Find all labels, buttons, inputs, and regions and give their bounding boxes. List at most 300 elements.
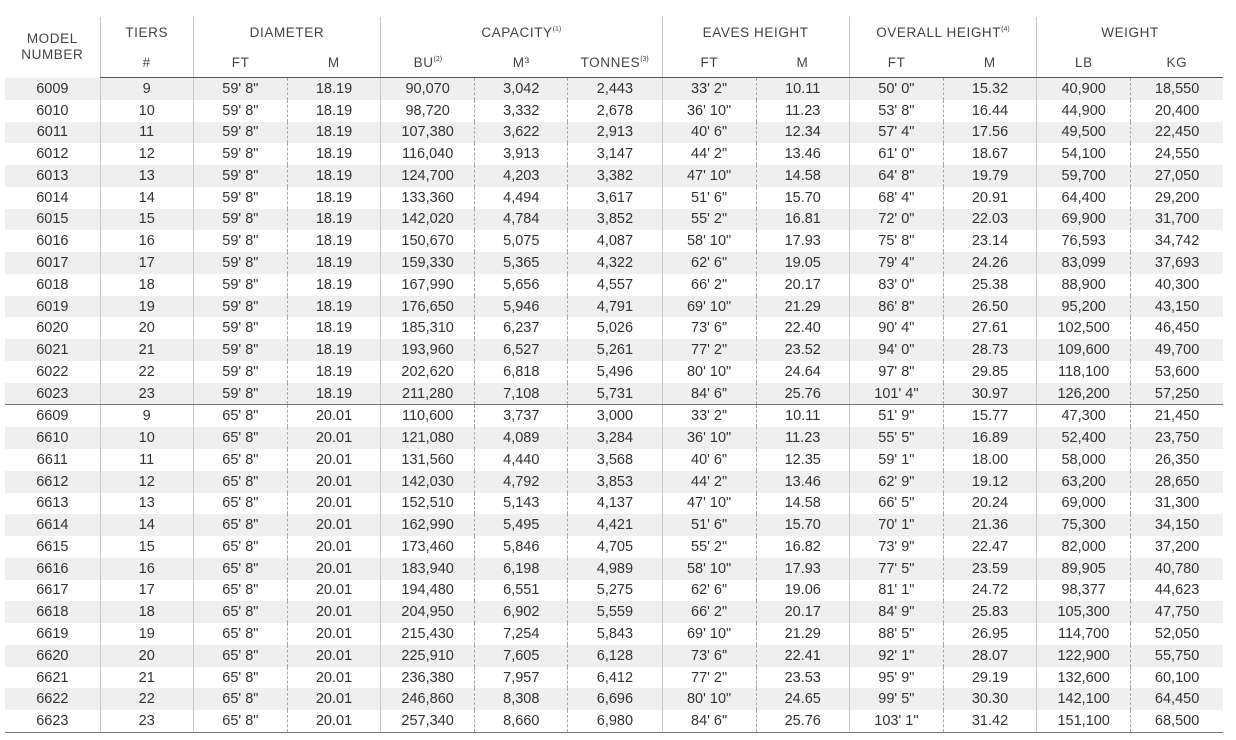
cell-weight-kg: 26,350 bbox=[1131, 449, 1223, 471]
cell-overall-ft: 62' 9" bbox=[849, 471, 943, 493]
header-overall-label: OVERALL HEIGHT bbox=[876, 24, 1002, 40]
cell-weight-kg: 22,450 bbox=[1131, 122, 1223, 144]
cell-model-number: 6020 bbox=[36, 320, 69, 337]
cell-weight-lb: 47,300 bbox=[1037, 405, 1131, 427]
cell-weight-lb: 88,900 bbox=[1037, 274, 1131, 296]
cell-tiers: 16 bbox=[100, 558, 193, 580]
cell-diameter-m: 20.01 bbox=[287, 601, 380, 623]
cell-tiers: 10 bbox=[100, 427, 193, 449]
cell-overall-ft: 57' 4" bbox=[849, 122, 943, 144]
cell-capacity-m3: 4,440 bbox=[475, 449, 568, 471]
cell-eaves-m: 21.29 bbox=[756, 623, 849, 645]
cell-diameter-ft: 65' 8" bbox=[193, 667, 287, 689]
cell-diameter-m: 20.01 bbox=[287, 667, 380, 689]
cell-eaves-ft: 40' 6" bbox=[662, 449, 756, 471]
cell-model-number: 6011 bbox=[5, 122, 100, 144]
cell-diameter-ft: 65' 8" bbox=[193, 405, 287, 427]
cell-weight-kg: 37,200 bbox=[1131, 536, 1223, 558]
cell-overall-m: 24.26 bbox=[943, 252, 1036, 274]
cell-capacity-tonnes: 5,261 bbox=[568, 339, 662, 361]
table-row bbox=[5, 209, 1223, 231]
cell-eaves-m: 13.46 bbox=[756, 143, 849, 165]
cell-model-number: 6610 bbox=[5, 427, 100, 449]
cell-eaves-ft: 51' 6" bbox=[662, 514, 756, 536]
cell-weight-kg: 64,450 bbox=[1131, 688, 1223, 710]
cell-tiers: 15 bbox=[100, 536, 193, 558]
cell-weight-kg: 55,750 bbox=[1131, 645, 1223, 667]
cell-overall-ft: 72' 0" bbox=[849, 209, 943, 231]
cell-weight-kg: 49,700 bbox=[1131, 339, 1223, 361]
cell-capacity-tonnes: 3,852 bbox=[568, 209, 662, 231]
cell-overall-ft: 61' 0" bbox=[849, 143, 943, 165]
cell-overall-ft: 68' 4" bbox=[849, 187, 943, 209]
cell-eaves-ft: 84' 6" bbox=[662, 383, 756, 405]
cell-overall-m: 19.79 bbox=[943, 165, 1036, 187]
cell-model-number: 6021 bbox=[5, 339, 100, 361]
cell-capacity-tonnes: 2,913 bbox=[568, 122, 662, 144]
cell-weight-lb: 98,377 bbox=[1037, 580, 1131, 602]
subheader-tonnes-note: (3) bbox=[640, 55, 649, 63]
cell-model-number: 6621 bbox=[36, 669, 69, 686]
cell-eaves-m: 25.76 bbox=[756, 710, 849, 732]
cell-diameter-ft: 65' 8" bbox=[193, 645, 287, 667]
cell-capacity-m3: 8,308 bbox=[475, 688, 568, 710]
cell-capacity-bu: 159,330 bbox=[381, 252, 475, 274]
cell-weight-lb: 63,200 bbox=[1037, 471, 1131, 493]
cell-capacity-tonnes: 3,147 bbox=[568, 143, 662, 165]
cell-capacity-tonnes: 4,421 bbox=[568, 514, 662, 536]
cell-capacity-m3: 6,527 bbox=[475, 339, 568, 361]
cell-diameter-ft: 59' 8" bbox=[193, 252, 287, 274]
cell-eaves-m: 21.29 bbox=[756, 296, 849, 318]
cell-capacity-m3: 6,818 bbox=[475, 361, 568, 383]
cell-overall-ft: 75' 8" bbox=[849, 230, 943, 252]
cell-capacity-tonnes: 4,989 bbox=[568, 558, 662, 580]
spec-table bbox=[5, 17, 1223, 733]
cell-overall-m: 20.91 bbox=[943, 187, 1036, 209]
cell-capacity-m3: 6,551 bbox=[475, 580, 568, 602]
cell-overall-m: 30.30 bbox=[943, 688, 1036, 710]
cell-weight-kg: 27,050 bbox=[1131, 165, 1223, 187]
cell-eaves-ft: 58' 10" bbox=[662, 558, 756, 580]
cell-weight-kg: 31,300 bbox=[1131, 493, 1223, 515]
table-row bbox=[5, 471, 1223, 493]
cell-eaves-m: 24.65 bbox=[756, 688, 849, 710]
table-row bbox=[5, 667, 1223, 689]
cell-overall-ft: 83' 0" bbox=[849, 274, 943, 296]
cell-eaves-m: 15.70 bbox=[756, 187, 849, 209]
subheader-capacity-m3: M³ bbox=[475, 47, 568, 78]
cell-capacity-tonnes: 3,617 bbox=[568, 187, 662, 209]
cell-eaves-ft: 44' 2" bbox=[662, 143, 756, 165]
cell-model-number: 6016 bbox=[36, 233, 69, 250]
subheader-tonnes-label: TONNES bbox=[580, 54, 641, 70]
cell-capacity-tonnes: 3,568 bbox=[568, 449, 662, 471]
cell-tiers: 21 bbox=[100, 667, 193, 689]
cell-eaves-ft: 73' 6" bbox=[662, 317, 756, 339]
cell-model-number: 6013 bbox=[5, 165, 100, 187]
cell-capacity-tonnes: 6,412 bbox=[568, 667, 662, 689]
cell-diameter-m: 20.01 bbox=[287, 580, 380, 602]
cell-capacity-tonnes: 5,026 bbox=[568, 317, 662, 339]
header-model-line2: NUMBER bbox=[21, 47, 84, 63]
cell-overall-ft: 92' 1" bbox=[849, 645, 943, 667]
cell-capacity-tonnes: 4,137 bbox=[568, 493, 662, 515]
cell-eaves-ft: 40' 6" bbox=[662, 122, 756, 144]
header-overall-note: (4) bbox=[1001, 25, 1010, 33]
cell-diameter-m: 20.01 bbox=[287, 536, 380, 558]
cell-model-number: 6012 bbox=[36, 146, 69, 163]
cell-overall-ft: 95' 9" bbox=[849, 667, 943, 689]
cell-diameter-ft: 59' 8" bbox=[193, 361, 287, 383]
cell-eaves-m: 19.05 bbox=[756, 252, 849, 274]
cell-capacity-tonnes: 5,843 bbox=[568, 623, 662, 645]
cell-weight-lb: 54,100 bbox=[1037, 143, 1131, 165]
cell-diameter-ft: 59' 8" bbox=[193, 209, 287, 231]
cell-tiers: 22 bbox=[100, 688, 193, 710]
cell-diameter-ft: 59' 8" bbox=[193, 274, 287, 296]
cell-model-number: 6613 bbox=[36, 495, 69, 512]
cell-capacity-m3: 4,784 bbox=[475, 209, 568, 231]
cell-overall-ft: 79' 4" bbox=[849, 252, 943, 274]
cell-diameter-m: 18.19 bbox=[287, 361, 380, 383]
cell-capacity-bu: 236,380 bbox=[381, 667, 475, 689]
cell-diameter-m: 18.19 bbox=[287, 78, 380, 100]
cell-capacity-bu: 131,560 bbox=[381, 449, 475, 471]
cell-diameter-ft: 59' 8" bbox=[193, 143, 287, 165]
table-row bbox=[5, 623, 1223, 645]
cell-diameter-ft: 65' 8" bbox=[193, 449, 287, 471]
cell-capacity-bu: 246,860 bbox=[381, 688, 475, 710]
cell-weight-kg: 37,693 bbox=[1131, 252, 1223, 274]
cell-eaves-m: 19.06 bbox=[756, 580, 849, 602]
cell-capacity-m3: 5,656 bbox=[475, 274, 568, 296]
cell-capacity-m3: 4,792 bbox=[475, 471, 568, 493]
cell-capacity-bu: 202,620 bbox=[381, 361, 475, 383]
cell-tiers: 14 bbox=[100, 514, 193, 536]
cell-diameter-ft: 59' 8" bbox=[193, 78, 287, 100]
cell-overall-ft: 97' 8" bbox=[849, 361, 943, 383]
cell-diameter-ft: 65' 8" bbox=[193, 536, 287, 558]
cell-eaves-ft: 69' 10" bbox=[662, 623, 756, 645]
cell-model-number: 6618 bbox=[5, 601, 100, 623]
cell-overall-m: 29.19 bbox=[943, 667, 1036, 689]
cell-weight-lb: 69,000 bbox=[1037, 493, 1131, 515]
cell-weight-lb: 75,300 bbox=[1037, 514, 1131, 536]
cell-diameter-ft: 65' 8" bbox=[193, 514, 287, 536]
table-row bbox=[5, 710, 1223, 732]
cell-capacity-m3: 3,042 bbox=[475, 78, 568, 100]
subheader-eaves-m: M bbox=[756, 47, 849, 78]
cell-diameter-m: 20.01 bbox=[287, 471, 380, 493]
cell-eaves-m: 13.46 bbox=[756, 471, 849, 493]
cell-capacity-bu: 152,510 bbox=[381, 493, 475, 515]
cell-eaves-ft: 58' 10" bbox=[662, 230, 756, 252]
cell-weight-lb: 114,700 bbox=[1037, 623, 1131, 645]
cell-capacity-tonnes: 6,980 bbox=[568, 710, 662, 732]
cell-weight-kg: 44,623 bbox=[1131, 580, 1223, 602]
cell-eaves-ft: 80' 10" bbox=[662, 688, 756, 710]
table-row bbox=[5, 230, 1223, 252]
cell-overall-ft: 86' 8" bbox=[849, 296, 943, 318]
cell-capacity-bu: 121,080 bbox=[381, 427, 475, 449]
cell-tiers: 13 bbox=[100, 493, 193, 515]
header-overall-height bbox=[849, 17, 1036, 47]
cell-capacity-bu: 173,460 bbox=[381, 536, 475, 558]
cell-capacity-bu: 215,430 bbox=[381, 623, 475, 645]
cell-weight-lb: 105,300 bbox=[1037, 601, 1131, 623]
cell-capacity-tonnes: 3,000 bbox=[568, 405, 662, 427]
cell-overall-m: 18.67 bbox=[943, 143, 1036, 165]
cell-weight-lb: 49,500 bbox=[1037, 122, 1131, 144]
cell-weight-kg: 34,150 bbox=[1131, 514, 1223, 536]
cell-tiers: 20 bbox=[100, 645, 193, 667]
subheader-overall-m: M bbox=[943, 47, 1036, 78]
cell-model-number: 6614 bbox=[5, 514, 100, 536]
cell-capacity-tonnes: 5,731 bbox=[568, 383, 662, 405]
cell-tiers: 22 bbox=[100, 361, 193, 383]
cell-capacity-m3: 3,332 bbox=[475, 100, 568, 122]
table-row bbox=[5, 383, 1223, 405]
cell-eaves-ft: 55' 2" bbox=[662, 209, 756, 231]
cell-eaves-m: 23.53 bbox=[756, 667, 849, 689]
cell-diameter-ft: 59' 8" bbox=[193, 100, 287, 122]
cell-capacity-tonnes: 2,678 bbox=[568, 100, 662, 122]
header-diameter: DIAMETER bbox=[193, 17, 380, 47]
cell-diameter-m: 18.19 bbox=[287, 252, 380, 274]
cell-capacity-m3: 3,622 bbox=[475, 122, 568, 144]
cell-weight-kg: 20,400 bbox=[1131, 100, 1223, 122]
cell-eaves-m: 16.82 bbox=[756, 536, 849, 558]
cell-eaves-ft: 33' 2" bbox=[662, 78, 756, 100]
cell-capacity-m3: 3,913 bbox=[475, 143, 568, 165]
cell-overall-m: 20.24 bbox=[943, 493, 1036, 515]
cell-capacity-tonnes: 5,275 bbox=[568, 580, 662, 602]
cell-overall-m: 24.72 bbox=[943, 580, 1036, 602]
subheader-weight-lb: LB bbox=[1037, 47, 1131, 78]
cell-eaves-ft: 36' 10" bbox=[662, 427, 756, 449]
cell-weight-lb: 151,100 bbox=[1037, 710, 1131, 732]
cell-tiers: 9 bbox=[100, 405, 193, 427]
cell-eaves-m: 12.35 bbox=[756, 449, 849, 471]
cell-diameter-m: 18.19 bbox=[287, 383, 380, 405]
cell-weight-lb: 109,600 bbox=[1037, 339, 1131, 361]
cell-overall-m: 25.38 bbox=[943, 274, 1036, 296]
cell-eaves-ft: 69' 10" bbox=[662, 296, 756, 318]
cell-capacity-tonnes: 4,705 bbox=[568, 536, 662, 558]
cell-eaves-ft: 47' 10" bbox=[662, 493, 756, 515]
table-row bbox=[5, 78, 1223, 100]
cell-model-number: 6010 bbox=[36, 102, 69, 119]
cell-diameter-m: 18.19 bbox=[287, 165, 380, 187]
cell-diameter-ft: 65' 8" bbox=[193, 601, 287, 623]
cell-overall-ft: 53' 8" bbox=[849, 100, 943, 122]
cell-eaves-m: 24.64 bbox=[756, 361, 849, 383]
cell-tiers: 16 bbox=[100, 230, 193, 252]
cell-diameter-ft: 59' 8" bbox=[193, 296, 287, 318]
cell-weight-kg: 28,650 bbox=[1131, 471, 1223, 493]
cell-overall-m: 25.83 bbox=[943, 601, 1036, 623]
cell-overall-ft: 66' 5" bbox=[849, 493, 943, 515]
cell-diameter-m: 18.19 bbox=[287, 187, 380, 209]
cell-capacity-m3: 7,605 bbox=[475, 645, 568, 667]
cell-eaves-ft: 33' 2" bbox=[662, 405, 756, 427]
cell-weight-kg: 34,742 bbox=[1131, 230, 1223, 252]
cell-overall-m: 28.07 bbox=[943, 645, 1036, 667]
cell-model-number: 6615 bbox=[36, 538, 69, 555]
cell-capacity-bu: 142,030 bbox=[381, 471, 475, 493]
cell-model-number: 6619 bbox=[36, 626, 69, 643]
cell-eaves-m: 23.52 bbox=[756, 339, 849, 361]
cell-model-number: 6609 bbox=[36, 408, 69, 425]
cell-weight-kg: 40,780 bbox=[1131, 558, 1223, 580]
cell-model-number: 6612 bbox=[5, 471, 100, 493]
table-row bbox=[5, 558, 1223, 580]
cell-overall-m: 21.36 bbox=[943, 514, 1036, 536]
cell-diameter-m: 18.19 bbox=[287, 230, 380, 252]
cell-model-number: 6620 bbox=[5, 645, 100, 667]
table-row bbox=[5, 645, 1223, 667]
cell-weight-kg: 68,500 bbox=[1131, 710, 1223, 732]
cell-tiers: 14 bbox=[100, 187, 193, 209]
header-capacity-label: CAPACITY bbox=[481, 24, 553, 40]
cell-model-number: 6617 bbox=[36, 582, 69, 599]
cell-overall-ft: 50' 0" bbox=[849, 78, 943, 100]
cell-diameter-m: 20.01 bbox=[287, 514, 380, 536]
cell-weight-lb: 126,200 bbox=[1037, 383, 1131, 405]
table-row bbox=[5, 165, 1223, 187]
cell-tiers: 19 bbox=[100, 623, 193, 645]
cell-capacity-bu: 124,700 bbox=[381, 165, 475, 187]
table-row bbox=[5, 536, 1223, 558]
cell-diameter-m: 20.01 bbox=[287, 645, 380, 667]
cell-weight-lb: 132,600 bbox=[1037, 667, 1131, 689]
cell-eaves-m: 14.58 bbox=[756, 493, 849, 515]
cell-capacity-m3: 6,902 bbox=[475, 601, 568, 623]
cell-capacity-m3: 3,737 bbox=[475, 405, 568, 427]
cell-capacity-m3: 6,198 bbox=[475, 558, 568, 580]
cell-weight-lb: 118,100 bbox=[1037, 361, 1131, 383]
cell-capacity-tonnes: 4,087 bbox=[568, 230, 662, 252]
cell-model-number: 6014 bbox=[36, 189, 69, 206]
cell-diameter-m: 20.01 bbox=[287, 449, 380, 471]
subheader-diameter-ft: FT bbox=[193, 47, 287, 78]
cell-weight-kg: 43,150 bbox=[1131, 296, 1223, 318]
cell-eaves-ft: 51' 6" bbox=[662, 187, 756, 209]
table-row bbox=[5, 274, 1223, 296]
header-eaves-height: EAVES HEIGHT bbox=[662, 17, 849, 47]
header-weight: WEIGHT bbox=[1037, 17, 1223, 47]
cell-capacity-m3: 5,143 bbox=[475, 493, 568, 515]
header-capacity-note: (1) bbox=[552, 25, 562, 33]
subheader-capacity-bu bbox=[381, 47, 475, 78]
cell-capacity-m3: 7,957 bbox=[475, 667, 568, 689]
cell-capacity-bu: 257,340 bbox=[381, 710, 475, 732]
table-row bbox=[5, 449, 1223, 471]
cell-diameter-m: 18.19 bbox=[287, 317, 380, 339]
cell-diameter-ft: 65' 8" bbox=[193, 471, 287, 493]
cell-weight-kg: 21,450 bbox=[1131, 405, 1223, 427]
cell-weight-lb: 102,500 bbox=[1037, 317, 1131, 339]
cell-tiers: 11 bbox=[100, 449, 193, 471]
cell-eaves-ft: 55' 2" bbox=[662, 536, 756, 558]
cell-capacity-tonnes: 4,791 bbox=[568, 296, 662, 318]
cell-weight-kg: 23,750 bbox=[1131, 427, 1223, 449]
cell-capacity-tonnes: 5,496 bbox=[568, 361, 662, 383]
cell-diameter-m: 18.19 bbox=[287, 209, 380, 231]
cell-overall-ft: 64' 8" bbox=[849, 165, 943, 187]
cell-overall-ft: 70' 1" bbox=[849, 514, 943, 536]
cell-capacity-tonnes: 3,284 bbox=[568, 427, 662, 449]
cell-diameter-m: 18.19 bbox=[287, 100, 380, 122]
cell-weight-lb: 89,905 bbox=[1037, 558, 1131, 580]
cell-diameter-m: 18.19 bbox=[287, 339, 380, 361]
cell-diameter-ft: 65' 8" bbox=[193, 493, 287, 515]
subheader-weight-kg: KG bbox=[1131, 47, 1223, 78]
cell-capacity-bu: 142,020 bbox=[381, 209, 475, 231]
cell-diameter-ft: 65' 8" bbox=[193, 427, 287, 449]
cell-capacity-bu: 183,940 bbox=[381, 558, 475, 580]
cell-eaves-m: 16.81 bbox=[756, 209, 849, 231]
cell-capacity-bu: 90,070 bbox=[381, 78, 475, 100]
table-row bbox=[5, 493, 1223, 515]
table-row bbox=[5, 122, 1223, 144]
cell-eaves-m: 17.93 bbox=[756, 558, 849, 580]
cell-weight-lb: 64,400 bbox=[1037, 187, 1131, 209]
cell-diameter-ft: 65' 8" bbox=[193, 558, 287, 580]
cell-capacity-bu: 162,990 bbox=[381, 514, 475, 536]
cell-weight-lb: 76,593 bbox=[1037, 230, 1131, 252]
cell-overall-ft: 103' 1" bbox=[849, 710, 943, 732]
cell-model-number: 6018 bbox=[36, 276, 69, 293]
cell-eaves-m: 17.93 bbox=[756, 230, 849, 252]
cell-model-number: 6017 bbox=[5, 252, 100, 274]
cell-overall-m: 16.89 bbox=[943, 427, 1036, 449]
table-row bbox=[5, 601, 1223, 623]
cell-tiers: 17 bbox=[100, 252, 193, 274]
cell-capacity-bu: 176,650 bbox=[381, 296, 475, 318]
cell-overall-ft: 88' 5" bbox=[849, 623, 943, 645]
cell-capacity-bu: 107,380 bbox=[381, 122, 475, 144]
cell-model-number: 6622 bbox=[5, 688, 100, 710]
table-row bbox=[5, 317, 1223, 339]
subheader-diameter-m: M bbox=[287, 47, 380, 78]
table-row bbox=[5, 514, 1223, 536]
cell-weight-lb: 69,900 bbox=[1037, 209, 1131, 231]
cell-capacity-m3: 5,946 bbox=[475, 296, 568, 318]
cell-tiers: 9 bbox=[100, 78, 193, 100]
cell-tiers: 23 bbox=[100, 383, 193, 405]
cell-diameter-m: 18.19 bbox=[287, 122, 380, 144]
cell-overall-m: 23.59 bbox=[943, 558, 1036, 580]
cell-capacity-bu: 194,480 bbox=[381, 580, 475, 602]
cell-diameter-m: 20.01 bbox=[287, 427, 380, 449]
cell-diameter-m: 20.01 bbox=[287, 558, 380, 580]
cell-overall-ft: 101' 4" bbox=[849, 383, 943, 405]
cell-tiers: 12 bbox=[100, 471, 193, 493]
cell-diameter-m: 20.01 bbox=[287, 493, 380, 515]
table-row bbox=[5, 252, 1223, 274]
cell-overall-ft: 90' 4" bbox=[849, 317, 943, 339]
cell-diameter-m: 20.01 bbox=[287, 710, 380, 732]
cell-capacity-m3: 4,494 bbox=[475, 187, 568, 209]
subheader-tiers: # bbox=[100, 47, 193, 78]
cell-weight-lb: 95,200 bbox=[1037, 296, 1131, 318]
table-row bbox=[5, 143, 1223, 165]
cell-eaves-ft: 62' 6" bbox=[662, 580, 756, 602]
table-row bbox=[5, 100, 1223, 122]
cell-diameter-m: 18.19 bbox=[287, 296, 380, 318]
